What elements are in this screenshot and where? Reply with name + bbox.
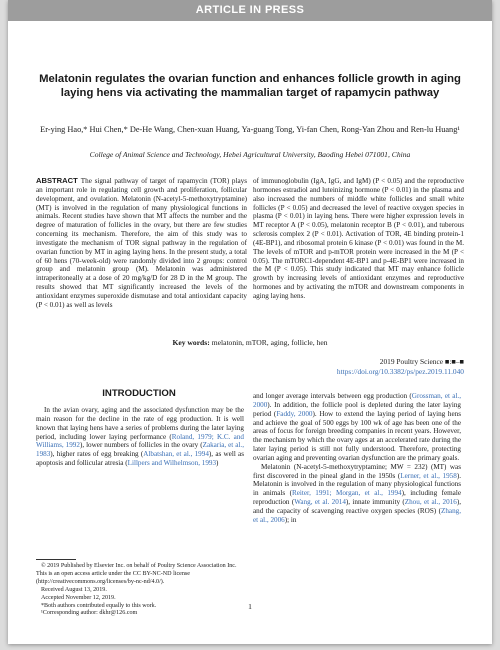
footnote-accepted: Accepted November 12, 2019. (41, 594, 116, 601)
body-text: ); in (284, 515, 297, 524)
footnote-divider (36, 559, 76, 560)
reference-link[interactable]: Zhou, et al., 2016 (404, 498, 457, 507)
body-text: ). In addition, the follicle pool is depleted during the later laying period ( (253, 400, 461, 418)
body-text: Melatonin (N-acetyl-5-methoxytryptamine; MW = 232) (MT) was first discovered in the pineal gland in the 1950s ( (253, 462, 461, 480)
body-text: ), innate immunity ( (345, 498, 405, 507)
reference-link[interactable]: Lerner, et al., 1958 (400, 471, 457, 480)
body-text: ), including female reproduction ( (253, 489, 461, 507)
abstract-text-left: The signal pathway of target of rapamycin (TOR) plays an important role in regulating cell growth and proliferation, follicular development, and ovulation. Melatonin (N-acetyl-5-methoxytryptamine) (MT) is involved in the regulation of many physiological functions in animals. Recent studies have shown that MT affects the number and the degree of maturation of follicles in the ovary, but there are few studies concerning its mechanism. Therefore, the aim of this study was to investigate the mechanism of TOR signal pathway in the regulation of ovarian function by MT in aging laying hens. In the present study, a total of 60 hens (70-week-old) were randomly divided into 2 groups: control group and melatonin group (M). Melatonin was administered intraperitoneally at a dose of 20 mg/kg/D for 28 D in the M group. The results showed that MT significantly increased the levels of the antioxidant enzymes superoxide dismutase and total antioxidant capacity (P < 0.01) as well as levels (36, 177, 247, 309)
introduction-heading: INTRODUCTION (102, 388, 176, 399)
body-text: ), higher rates of egg breaking ( (50, 450, 144, 459)
intro-paragraph-continued (253, 392, 461, 463)
reference-link[interactable]: Grossman, et al., 2000 (253, 392, 461, 409)
author-list: Er-ying Hao,* Hui Chen,* De-He Wang, Chen-xuan Huang, Ya-guang Tong, Yi-fan Chen, Rong-Yan Zhou and Ren-lu Huang¹ (40, 125, 460, 134)
reference-link[interactable]: Albatshan, et al., 1994 (143, 450, 209, 459)
reference-link[interactable]: Lillpers and Wilhelmson, 1993 (127, 459, 217, 468)
reference-link[interactable]: Reiter, 1991; Morgan, et al., 1994 (291, 489, 402, 498)
body-text: ) (216, 459, 219, 468)
abstract-label: ABSTRACT (36, 176, 78, 185)
keywords-label: Key words: (172, 338, 210, 347)
article-page (8, 0, 492, 644)
intro-left-column (36, 406, 244, 468)
reference-link[interactable]: Faddy, 2000 (276, 409, 313, 418)
abstract-left-column (36, 177, 247, 310)
body-text: ), as well as apoptosis and follicular atresia ( (36, 450, 244, 468)
footnote-corresponding-author: ¹Corresponding author: dkhr@126.com (41, 610, 138, 617)
footnote-license: © 2019 Published by Elsevier Inc. on behalf of Poultry Science Association Inc. This is an open access article under the CC BY-NC-ND license (http://creativecommons.org/licenses/by-nc-nd/4.0/). (36, 563, 237, 585)
article-title: Melatonin regulates the ovarian function and enhances follicle growth in aging laying hens via activating the mammalian target of rapamycin pathway (39, 73, 461, 99)
footnote-equal-contribution: *Both authors contributed equally to this work. (41, 602, 157, 609)
article-in-press-banner: ARTICLE IN PRESS (8, 0, 492, 21)
body-text: ). Melatonin is involved in the regulation of many physiological functions in animals ( (253, 471, 461, 498)
reference-link[interactable]: Wang, et al. 2014 (294, 498, 346, 507)
body-text: ), and the capacity of scavenging reactive oxygen species (ROS) ( (253, 498, 461, 515)
intro-paragraph-2 (253, 463, 461, 525)
reference-link[interactable]: Roland, 1979; K.C. and Williams, 1992 (36, 432, 244, 450)
body-text: ). How to extend the laying period of laying hens and achieve the goal of 500 eggs by 100 wk of age has been one of the areas of focus for foreign breeding companies in recent years. However, the mechanism by which the ovary ages at an accelerated rate during the later laying period is still not fully understood. Therefore, protecting ovarian aging and preventing ovarian dysfunction are the primary goals. (253, 409, 461, 462)
reference-link[interactable]: Zakaria, et al., 1983 (36, 441, 244, 459)
body-text: ), lower numbers of follicles in the ovary ( (79, 441, 203, 450)
intro-paragraph-1 (36, 406, 244, 467)
doi-link[interactable]: https://doi.org/10.3382/ps/pez.2019.11.040 (336, 367, 464, 376)
footnote-received: Received August 13, 2019. (41, 586, 107, 593)
affiliation: College of Animal Science and Technology, Hebei Agricultural University, Baoding Hebei 071001, China (89, 150, 411, 159)
intro-right-column (253, 392, 461, 525)
journal-citation: 2019 Poultry Science ■:■–■ (379, 357, 464, 366)
page-number: 1 (248, 602, 252, 611)
reference-link[interactable]: Zhang, et al., 2006 (253, 506, 461, 524)
keywords (36, 338, 464, 347)
body-text: In the avian ovary, aging and the associated dysfunction may be the main reason for the decline in the rate of egg production. It is well known that laying hens have a series of problems during the later laying period, including lower laying performance ( (36, 406, 244, 441)
body-text: and longer average intervals between egg production ( (253, 392, 412, 400)
abstract-right-column: of immunoglobulin (IgA, IgG, and IgM) (P < 0.05) and the reproductive hormones estradiol and luteinizing hormone (P < 0.01) in the plasma and also increased the numbers of middle white follicles and small white follicles (P < 0.05) and decreased the level of reactive oxygen species in plasma (P < 0.01) in laying hens. There were higher expression levels in MT receptor A (P < 0.05), melatonin receptor B (P < 0.01), and tuberous sclerosis complex 2 (P < 0.01). Activation of TOR, 4E binding protein-1 (4E-BP1), and ribosomal protein 6 kinase (P < 0.01) was found in the M. The levels of mTOR and p-mTOR protein were increased in the M (P < 0.05). The mTORC1-dependent 4E-BP1 and p-4E-BP1 were increased in the M (P < 0.05). This study indicated that MT may enhance follicle growth by increasing levels of antioxidant enzymes and reproductive hormones and by activating the mTOR and downstream components in aging laying hens. (253, 177, 464, 300)
keywords-text: melatonin, mTOR, aging, follicle, hen (211, 338, 328, 347)
citation-block (337, 357, 464, 377)
